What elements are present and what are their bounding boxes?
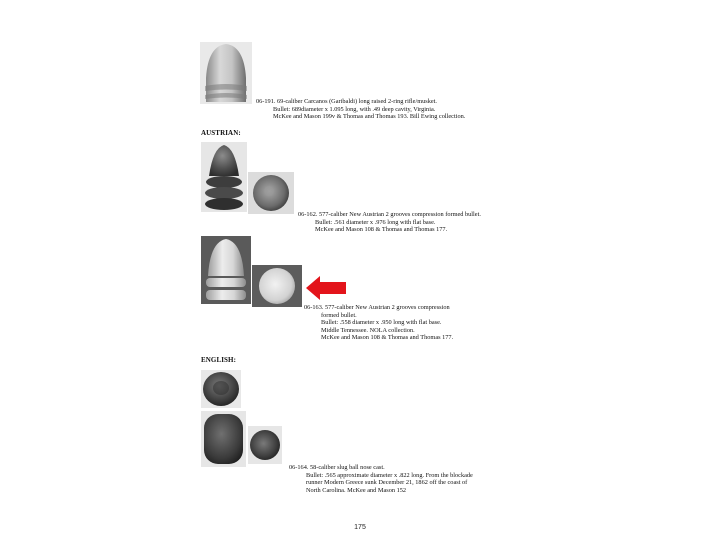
caption-line: North Carolina. McKee and Mason 152: [306, 486, 407, 494]
photo-english-slug-side: [201, 411, 246, 467]
photo-austrian-bullet-side: [201, 142, 247, 212]
caption-line: 06-163. 577-caliber New Austrian 2 grooves compression: [304, 304, 450, 311]
page-number: 175: [354, 524, 366, 531]
red-arrow-left-icon: [306, 276, 346, 300]
caption-06-163: [304, 304, 453, 342]
caption-line: Bullet: .561 diameter x .976 long with flat base.: [315, 218, 436, 226]
caption-line: formed bullet.: [321, 311, 357, 319]
caption-line: 06-164. 58-caliber slug ball nose cast.: [289, 464, 385, 471]
caption-line: Bullet: .558 diameter x .950 long with flat base.: [321, 319, 442, 327]
photo-english-slug-base: [248, 426, 282, 464]
photo-english-slug-top: [201, 370, 241, 408]
caption-line: Bullet: .565 approximate diameter x .822 long. From the blockade: [306, 471, 473, 479]
section-heading-english: ENGLISH:: [201, 356, 237, 364]
caption-line: McKee and Mason 108 & Thomas and Thomas 177.: [321, 334, 454, 342]
caption-06-162: [298, 211, 481, 234]
caption-line: McKee and Mason 199v & Thomas and Thomas 193. Bill Ewing collection.: [273, 113, 466, 121]
caption-line: Bullet: 689diameter x 1.095 long, with .49 deep cavity, Virginia.: [273, 105, 436, 113]
caption-line: 06-191. 69-caliber Carcanos (Garibaldi) long raised 2-ring rifle/musket.: [256, 98, 437, 105]
photo-carcano-bullet: [200, 42, 252, 104]
caption-line: runner Modern Greece sunk December 21, 1862 off the coast of: [306, 479, 468, 487]
section-heading-austrian: AUSTRIAN:: [201, 129, 241, 137]
caption-line: Middle Tennessee. NOLA collection.: [321, 326, 415, 334]
photo-austrian-bullet-white-base: [252, 265, 302, 307]
caption-06-191: [256, 98, 465, 121]
photo-austrian-bullet-white-side: [201, 236, 251, 304]
caption-line: 06-162. 577-caliber New Austrian 2 grooves compression formed bullet.: [298, 211, 481, 218]
caption-line: McKee and Mason 108 & Thomas and Thomas 177.: [315, 226, 448, 234]
caption-06-164: [289, 464, 473, 494]
photo-austrian-bullet-base: [248, 172, 294, 214]
